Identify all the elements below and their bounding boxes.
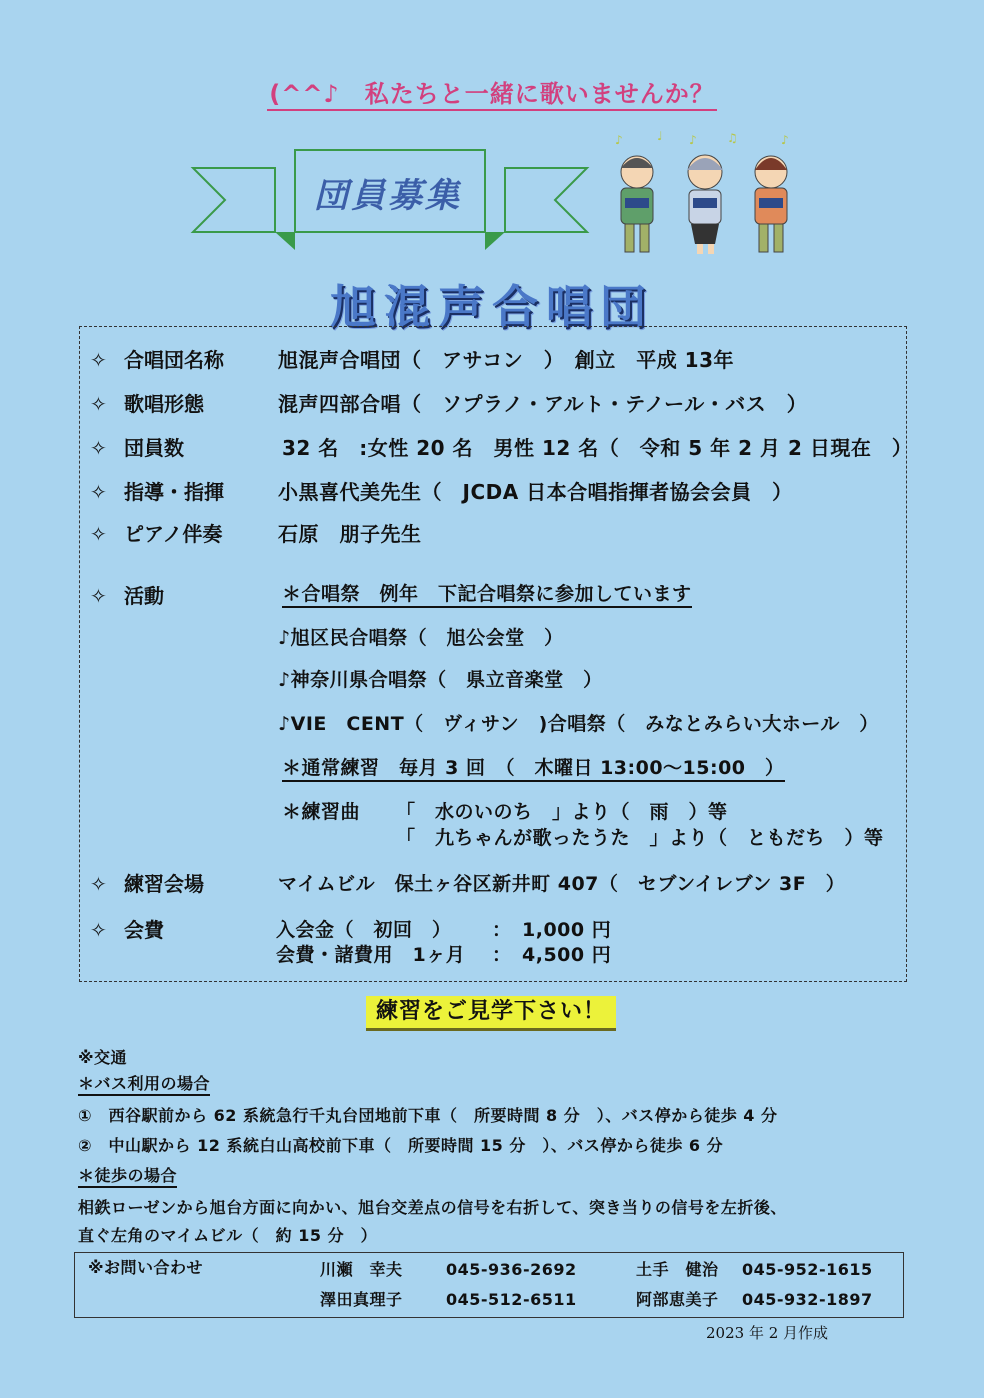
choir-title: 旭混声合唱団: [330, 280, 654, 334]
contact-phone: 045-512-6511: [446, 1290, 577, 1309]
label-conductor: 指導・指揮: [124, 480, 224, 504]
bullet-icon: ✧: [90, 522, 107, 546]
label-activity: 活動: [124, 584, 164, 608]
contact-phone: 045-932-1897: [742, 1290, 873, 1309]
contact-name: 澤田真理子: [320, 1290, 403, 1309]
label-venue: 練習会場: [124, 872, 204, 896]
label-member-count: 団員数: [124, 436, 184, 460]
value-conductor: 小黒喜代美先生（ JCDA 日本合唱指揮者協会会員 ）: [278, 480, 793, 504]
visit-cta: 練習をご見学下さい！: [366, 996, 616, 1031]
fee-separator: ：: [492, 919, 512, 941]
fee-entry-amount: 1,000 円: [522, 919, 612, 941]
fee-monthly-amount: 4,500 円: [522, 944, 612, 966]
song-item: 「 水のいのち 」より（ 雨 ）等: [396, 801, 728, 823]
bullet-icon: ✧: [90, 436, 107, 460]
value-piano: 石原 朋子先生: [278, 522, 422, 546]
festival-item: ♪神奈川県合唱祭（ 県立音楽堂 ）: [278, 669, 603, 691]
fee-separator: ：: [492, 944, 512, 966]
bullet-icon: ✧: [90, 584, 107, 608]
svg-text:♩: ♩: [657, 129, 663, 143]
songs-label: ＊練習曲: [282, 801, 361, 823]
contact-phone: 045-936-2692: [446, 1260, 577, 1279]
contact-heading: ※お問い合わせ: [88, 1258, 204, 1277]
three-singers-illustration-icon: [605, 128, 805, 260]
creation-date: 2023 年 2 月作成: [706, 1324, 829, 1342]
label-piano: ピアノ伴奏: [124, 522, 223, 546]
fee-entry-label: 入会金（ 初回 ）: [276, 919, 452, 941]
svg-text:♪: ♪: [615, 133, 623, 147]
contact-name: 阿部恵美子: [636, 1290, 719, 1309]
label-choir-name: 合唱団名称: [124, 348, 224, 372]
bus-route: ② 中山駅から 12 系統白山高校前下車（ 所要時間 15 分 ）、バス停から徒歩 6 分: [78, 1136, 724, 1155]
banner-label: 団員募集: [314, 176, 462, 216]
contact-name: 川瀬 幸夫: [320, 1260, 403, 1279]
bullet-icon: ✧: [90, 348, 107, 372]
walk-directions: 相鉄ローゼンから旭台方面に向かい、旭台交差点の信号を右折して、突き当りの信号を左折後、: [78, 1198, 787, 1217]
value-choir-name: 旭混声合唱団（ アサコン ） 創立 平成 13年: [278, 348, 734, 372]
svg-text:♪: ♪: [689, 133, 697, 147]
access-heading: ※交通: [78, 1048, 128, 1067]
festival-item: ♪VIE CENT（ ヴィサン )合唱祭（ みなとみらい大ホール ）: [278, 713, 879, 735]
value-member-count: 32 名 :女性 20 名 男性 12 名（ 令和 5 年 2 月 2 日現在 ）: [282, 436, 913, 460]
fee-monthly-label: 会費・諸費用 1ヶ月: [276, 944, 466, 966]
contact-name: 土手 健治: [636, 1260, 719, 1279]
label-singing-style: 歌唱形態: [124, 392, 204, 416]
value-singing-style: 混声四部合唱（ ソプラノ・アルト・テノール・バス ）: [278, 392, 808, 416]
tagline: [0, 74, 984, 109]
walk-heading: ＊徒歩の場合: [78, 1166, 177, 1188]
festival-heading: ＊合唱祭 例年 下記合唱祭に参加しています: [282, 582, 692, 608]
bus-heading: ＊バス利用の場合: [78, 1074, 210, 1096]
bullet-icon: ✧: [90, 480, 107, 504]
festival-item: ♪旭区民合唱祭（ 旭公会堂 ）: [278, 627, 564, 649]
bullet-icon: ✧: [90, 918, 107, 942]
bullet-icon: ✧: [90, 392, 107, 416]
walk-directions: 直ぐ左角のマイムビル（ 約 15 分 ）: [78, 1226, 378, 1245]
value-venue: マイムビル 保土ヶ谷区新井町 407（ セブンイレブン 3F ）: [278, 873, 846, 895]
contact-phone: 045-952-1615: [742, 1260, 873, 1279]
tagline-text: (^^♪ 私たちと一緒に歌いませんか？: [267, 80, 717, 111]
bus-route: ① 西谷駅前から 62 系統急行千丸台団地前下車（ 所要時間 8 分 ）、バス停から徒歩 4 分: [78, 1106, 778, 1125]
svg-text:♫: ♫: [727, 131, 738, 145]
song-item: 「 九ちゃんが歌ったうた 」より（ ともだち ）等: [396, 827, 884, 849]
svg-text:♪: ♪: [781, 133, 789, 147]
practice-schedule: ＊通常練習 毎月 3 回 （ 木曜日 13:00～15:00 ）: [282, 756, 785, 782]
label-fee: 会費: [124, 918, 164, 942]
bullet-icon: ✧: [90, 872, 107, 896]
